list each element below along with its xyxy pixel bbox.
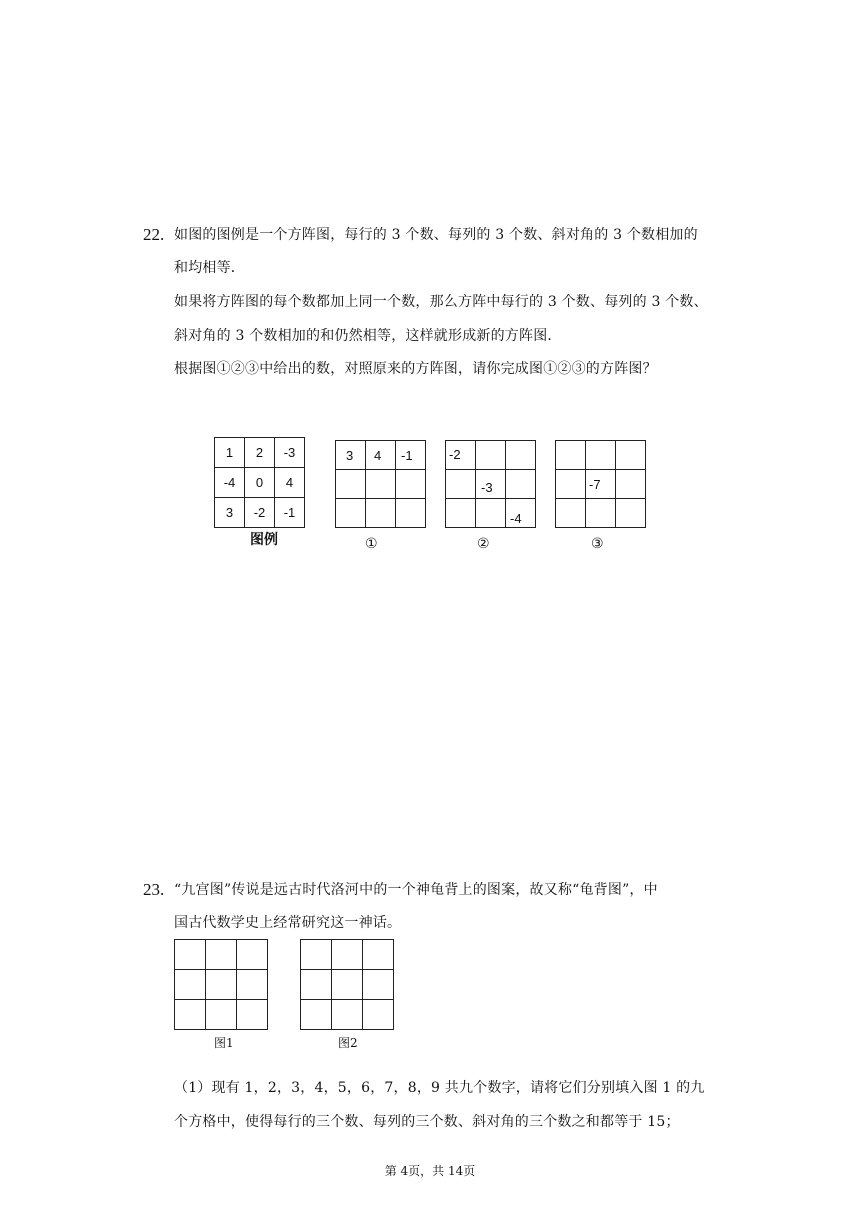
- grid-cell: [206, 940, 237, 970]
- grid-cell: [506, 441, 536, 470]
- grid-cell: [556, 499, 586, 528]
- page-footer: 第 4页，共 14页: [384, 1164, 476, 1178]
- grid-cell: [396, 470, 426, 499]
- q23-subquestion-line-2: 个方格中，使得每行的三个数、每列的三个数、斜对角的三个数之和都等于 15；: [174, 1114, 680, 1130]
- grid-cell: [616, 441, 646, 470]
- grid-cell: [476, 499, 506, 528]
- square-figure-1: [335, 440, 426, 528]
- figure-1-caption: ①: [365, 536, 378, 552]
- nine-grid-figure-2: [300, 939, 394, 1030]
- q22-text-line-4: 斜对角的 3 个数相加的和仍然相等，这样就形成新的方阵图．: [174, 328, 562, 344]
- grid-cell: [175, 940, 206, 970]
- figure-2-caption: ②: [477, 536, 490, 552]
- grid-cell: 3: [336, 441, 366, 470]
- grid-cell: [476, 441, 506, 470]
- grid-cell: [396, 499, 426, 528]
- grid-cell: [616, 470, 646, 499]
- q22-text-line-5: 根据图①②③中给出的数，对照原来的方阵图，请你完成图①②③的方阵图？: [174, 361, 657, 377]
- grid-cell: -1: [275, 498, 305, 528]
- square-figure-3: [555, 440, 646, 528]
- grid-cell: [506, 470, 536, 499]
- grid-cell: [363, 970, 394, 1000]
- grid-cell: [332, 940, 363, 970]
- grid-cell: -7: [586, 470, 616, 499]
- grid-cell: [206, 970, 237, 1000]
- grid-cell: [206, 1000, 237, 1030]
- grid-cell: [301, 1000, 332, 1030]
- grid-cell: [366, 499, 396, 528]
- question-23-number: 23.: [143, 880, 165, 899]
- question-22-number: 22.: [143, 225, 165, 244]
- grid-cell: [446, 470, 476, 499]
- grid-cell: 4: [366, 441, 396, 470]
- grid-cell: [556, 470, 586, 499]
- figure-3-caption: ③: [591, 536, 604, 552]
- square-figure-2: [445, 440, 536, 528]
- grid-cell: [336, 499, 366, 528]
- grid-cell: [237, 1000, 268, 1030]
- grid-cell: [446, 499, 476, 528]
- grid-cell: 3: [215, 498, 245, 528]
- grid-cell: [301, 970, 332, 1000]
- q22-text-line-3: 如果将方阵图的每个数都加上同一个数，那么方阵中每行的 3 个数、每列的 3 个数、: [174, 294, 708, 310]
- legend-magic-square: [214, 437, 305, 528]
- grid-cell: [616, 499, 646, 528]
- grid-cell: [237, 970, 268, 1000]
- grid-cell: [556, 441, 586, 470]
- grid-cell: 1: [215, 438, 245, 468]
- q23-text-line-2: 国古代数学史上经常研究这一神话。: [174, 915, 402, 931]
- grid-cell: [586, 499, 616, 528]
- grid-cell: -4: [215, 468, 245, 498]
- grid-cell: [363, 940, 394, 970]
- grid-cell: [363, 1000, 394, 1030]
- grid-cell: [586, 441, 616, 470]
- grid-cell: -2: [446, 441, 476, 470]
- grid-cell: 2: [245, 438, 275, 468]
- legend-caption: 图例: [250, 532, 278, 548]
- grid-cell: [237, 940, 268, 970]
- grid-cell: [332, 1000, 363, 1030]
- grid-cell: [366, 470, 396, 499]
- grid-cell: [175, 970, 206, 1000]
- grid-cell: 4: [275, 468, 305, 498]
- q23-text-line-1: “九宫图”传说是远古时代洛河中的一个神龟背上的图案，故又称“龟背图”，中: [174, 882, 658, 898]
- grid-cell: -4: [506, 499, 536, 528]
- grid-cell: [301, 940, 332, 970]
- grid-cell: 0: [245, 468, 275, 498]
- figure-2-label: 图2: [338, 1036, 358, 1050]
- nine-grid-figure-1: [174, 939, 268, 1030]
- figure-1-label: 图1: [214, 1036, 234, 1050]
- grid-cell: -3: [476, 470, 506, 499]
- grid-cell: [332, 970, 363, 1000]
- grid-cell: -2: [245, 498, 275, 528]
- q22-text-line-1: 如图的图例是一个方阵图，每行的 3 个数、每列的 3 个数、斜对角的 3 个数相加的: [174, 227, 698, 243]
- grid-cell: [336, 470, 366, 499]
- q23-subquestion-line-1: （1）现有 1，2，3，4，5，6，7，8，9 共九个数字，请将它们分别填入图 1 的九: [174, 1080, 705, 1096]
- grid-cell: -1: [396, 441, 426, 470]
- grid-cell: -3: [275, 438, 305, 468]
- grid-cell: [175, 1000, 206, 1030]
- q22-text-line-2: 和均相等．: [174, 260, 245, 276]
